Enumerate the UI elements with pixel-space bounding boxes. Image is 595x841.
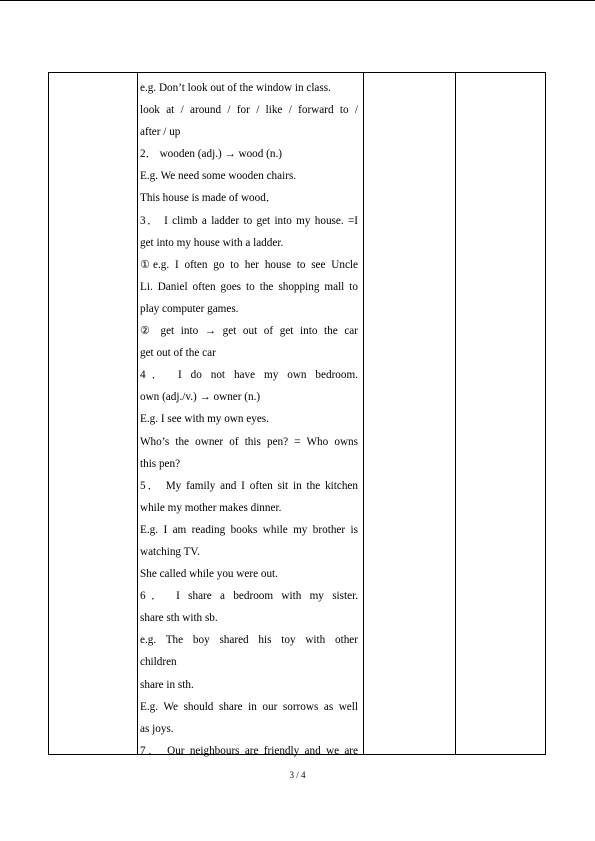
content-line: watching TV. [140,545,200,558]
content-line: E.g. We need some wooden chairs. [140,170,297,183]
content-line: 6． I share a bedroom with my sister. [140,590,358,603]
content-line: 7． Our neighbours are friendly and we are [140,744,358,757]
content-line: 5． My family and I often sit in the kitchen [140,479,358,492]
top-rule [0,0,595,1]
content-line: 3． I climb a ladder to get into my house. =I [140,214,358,227]
content-line: this pen? [140,457,181,470]
content-line: ①e.g. I often go to her house to see Uncle [140,258,358,271]
content-line: ② get into → get out of get into the car [140,325,358,338]
content-line: Who’s the owner of this pen? = Who owns [140,435,358,448]
content-line: e.g. The boy shared his toy with other [140,634,358,647]
content-line: E.g. I see with my own eyes. [140,413,269,426]
column-divider [137,73,138,754]
content-line: 2． wooden (adj.) → wood (n.) [140,148,282,161]
content-line: get out of the car [140,347,216,360]
lesson-content-cell [140,77,358,762]
content-line: look at / around / for / like / forward to / [140,104,358,117]
column-divider [455,73,456,754]
content-line: after / up [140,126,181,139]
page-number: 3 / 4 [289,770,306,780]
content-line: 4． I do not have my own bedroom. [140,369,358,382]
lesson-table [48,72,546,755]
content-line: children [140,656,177,669]
content-line: get into my house with a ladder. [140,236,284,249]
content-line: E.g. I am reading books while my brother is [140,523,358,536]
content-line: play computer games. [140,302,239,315]
content-line: as joys. [140,722,174,735]
column-divider [363,73,364,754]
content-line: E.g. We should share in our sorrows as well [140,700,358,713]
content-line: own (adj./v.) → owner (n.) [140,391,261,404]
content-line: Li. Daniel often goes to the shopping mall to [140,280,358,293]
content-line: e.g. Don’t look out of the window in class. [140,82,331,94]
content-line: She called while you were out. [140,568,278,581]
content-line: This house is made of wood． [140,192,278,205]
content-line: share in sth. [140,678,194,691]
content-line: share sth with sb. [140,612,218,625]
content-line: while my mother makes dinner. [140,501,282,514]
